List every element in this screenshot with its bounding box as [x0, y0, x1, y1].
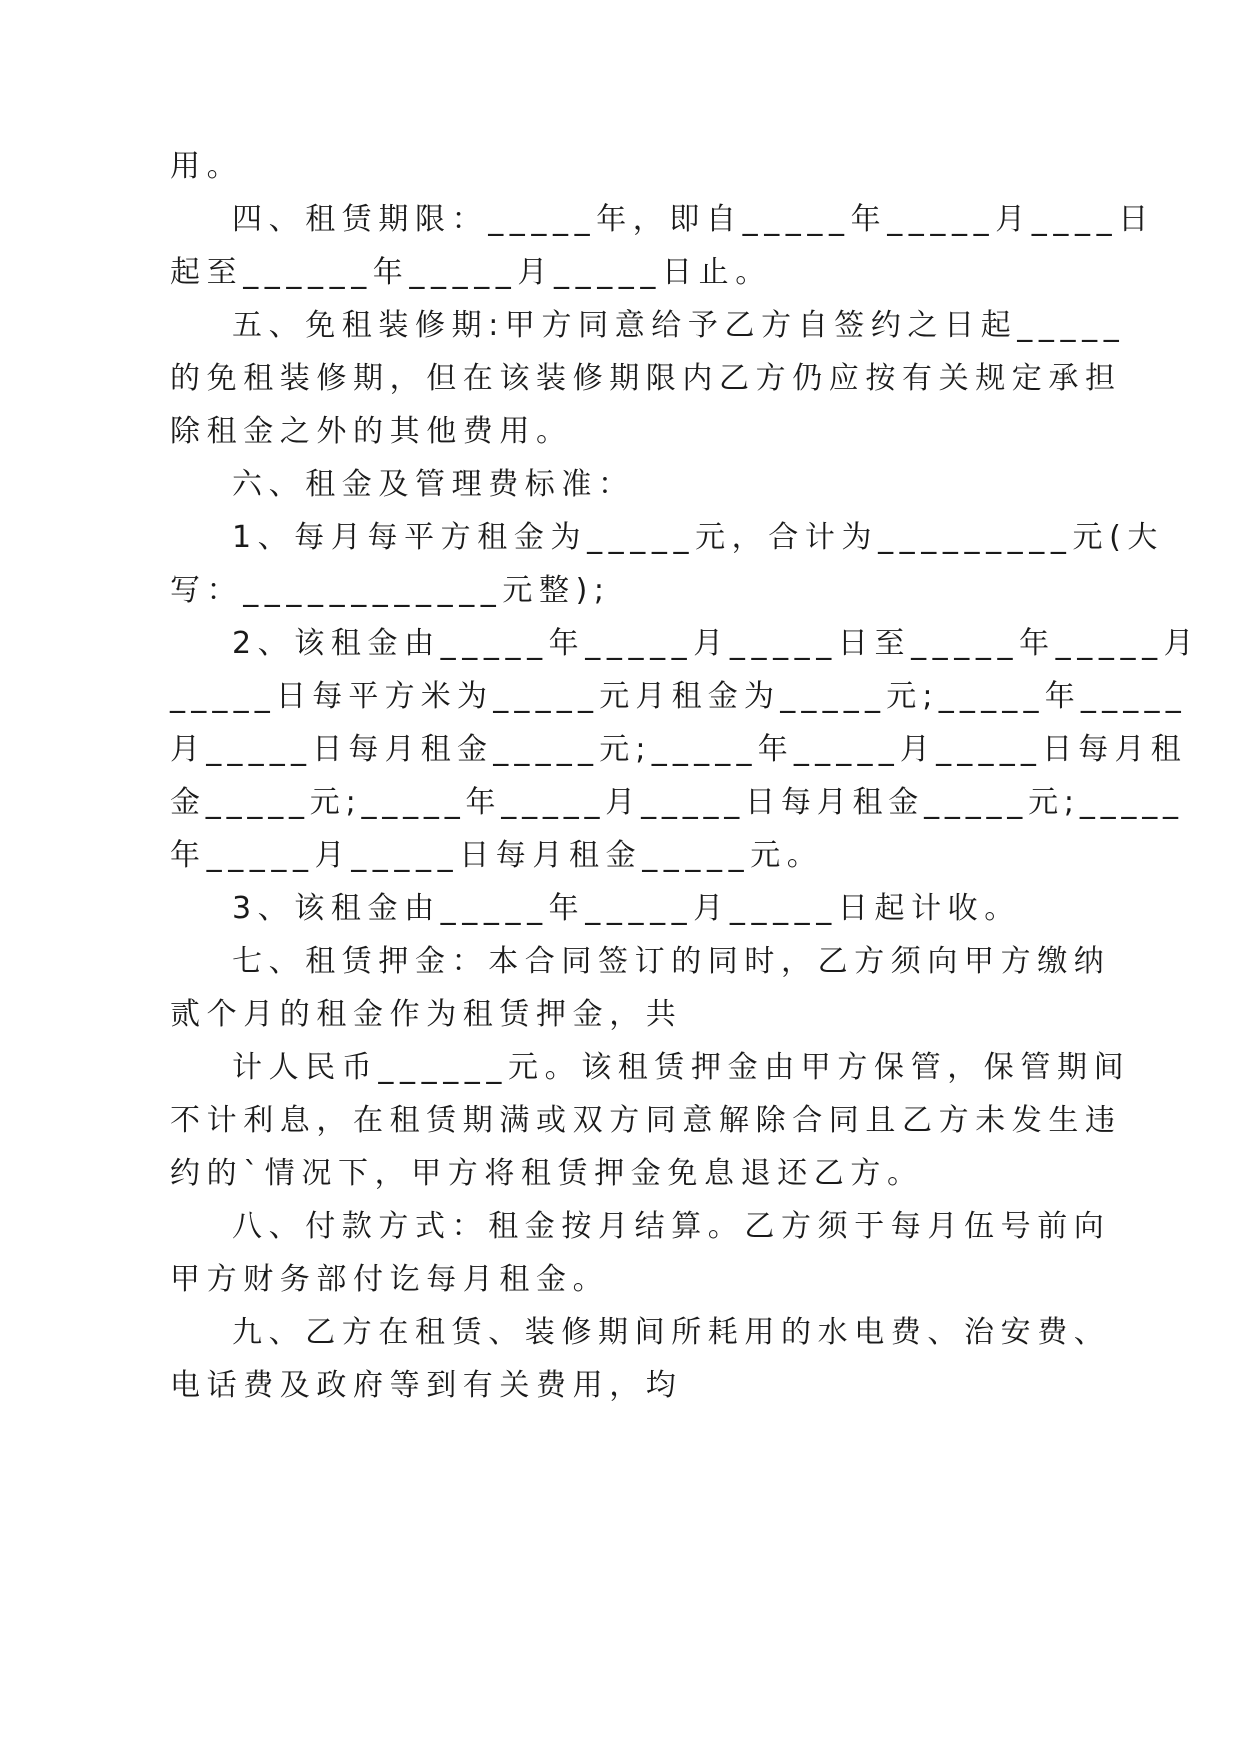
text-line: 3、该租金由_____年_____月_____日起计收。 [232, 891, 1021, 926]
text-line: 1、每月每平方租金为_____元，合计为_________元(大 [232, 520, 1164, 555]
text-line: 八、付款方式：租金按月结算。乙方须于每月伍号前向 [232, 1209, 1111, 1244]
text-line: 九、乙方在租赁、装修期间所耗用的水电费、治安费、 [232, 1315, 1111, 1350]
text-line: 写：____________元整); [170, 573, 611, 608]
text-line: 贰个月的租金作为租赁押金，共 [170, 997, 683, 1032]
text-line: 约的`情况下，甲方将租赁押金免息退还乙方。 [170, 1156, 924, 1191]
text-line: 2、该租金由_____年_____月_____日至_____年_____月 [232, 626, 1201, 661]
text-line: 不计利息，在租赁期满或双方同意解除合同且乙方未发生违 [170, 1103, 1122, 1138]
text-line: 六、租金及管理费标准： [232, 467, 635, 502]
text-line: 五、免租装修期:甲方同意给予乙方自签约之日起_____ [232, 308, 1126, 343]
text-line: 用。 [170, 149, 244, 184]
text-line: 的免租装修期，但在该装修期限内乙方仍应按有关规定承担 [170, 361, 1122, 396]
text-line: 除租金之外的其他费用。 [170, 414, 573, 449]
text-line: 金_____元;_____年_____月_____日每月租金_____元;_____ [170, 785, 1184, 820]
text-line: 月_____日每月租金_____元;_____年_____月_____日每月租 [170, 732, 1187, 767]
text-line: 甲方财务部付讫每月租金。 [170, 1262, 610, 1297]
text-line: 年_____月_____日每月租金_____元。 [170, 838, 824, 873]
text-line: 七、租赁押金：本合同签订的同时，乙方须向甲方缴纳 [232, 944, 1111, 979]
text-line: 电话费及政府等到有关费用，均 [170, 1368, 683, 1403]
text-line: 计人民币______元。该租赁押金由甲方保管，保管期间 [232, 1050, 1131, 1085]
text-line: 起至______年_____月_____日止。 [170, 255, 772, 290]
text-line: _____日每平方米为_____元月租金为_____元;_____年_____ [170, 679, 1187, 714]
text-line: 四、租赁期限：_____年，即自_____年_____月____日 [232, 202, 1155, 237]
